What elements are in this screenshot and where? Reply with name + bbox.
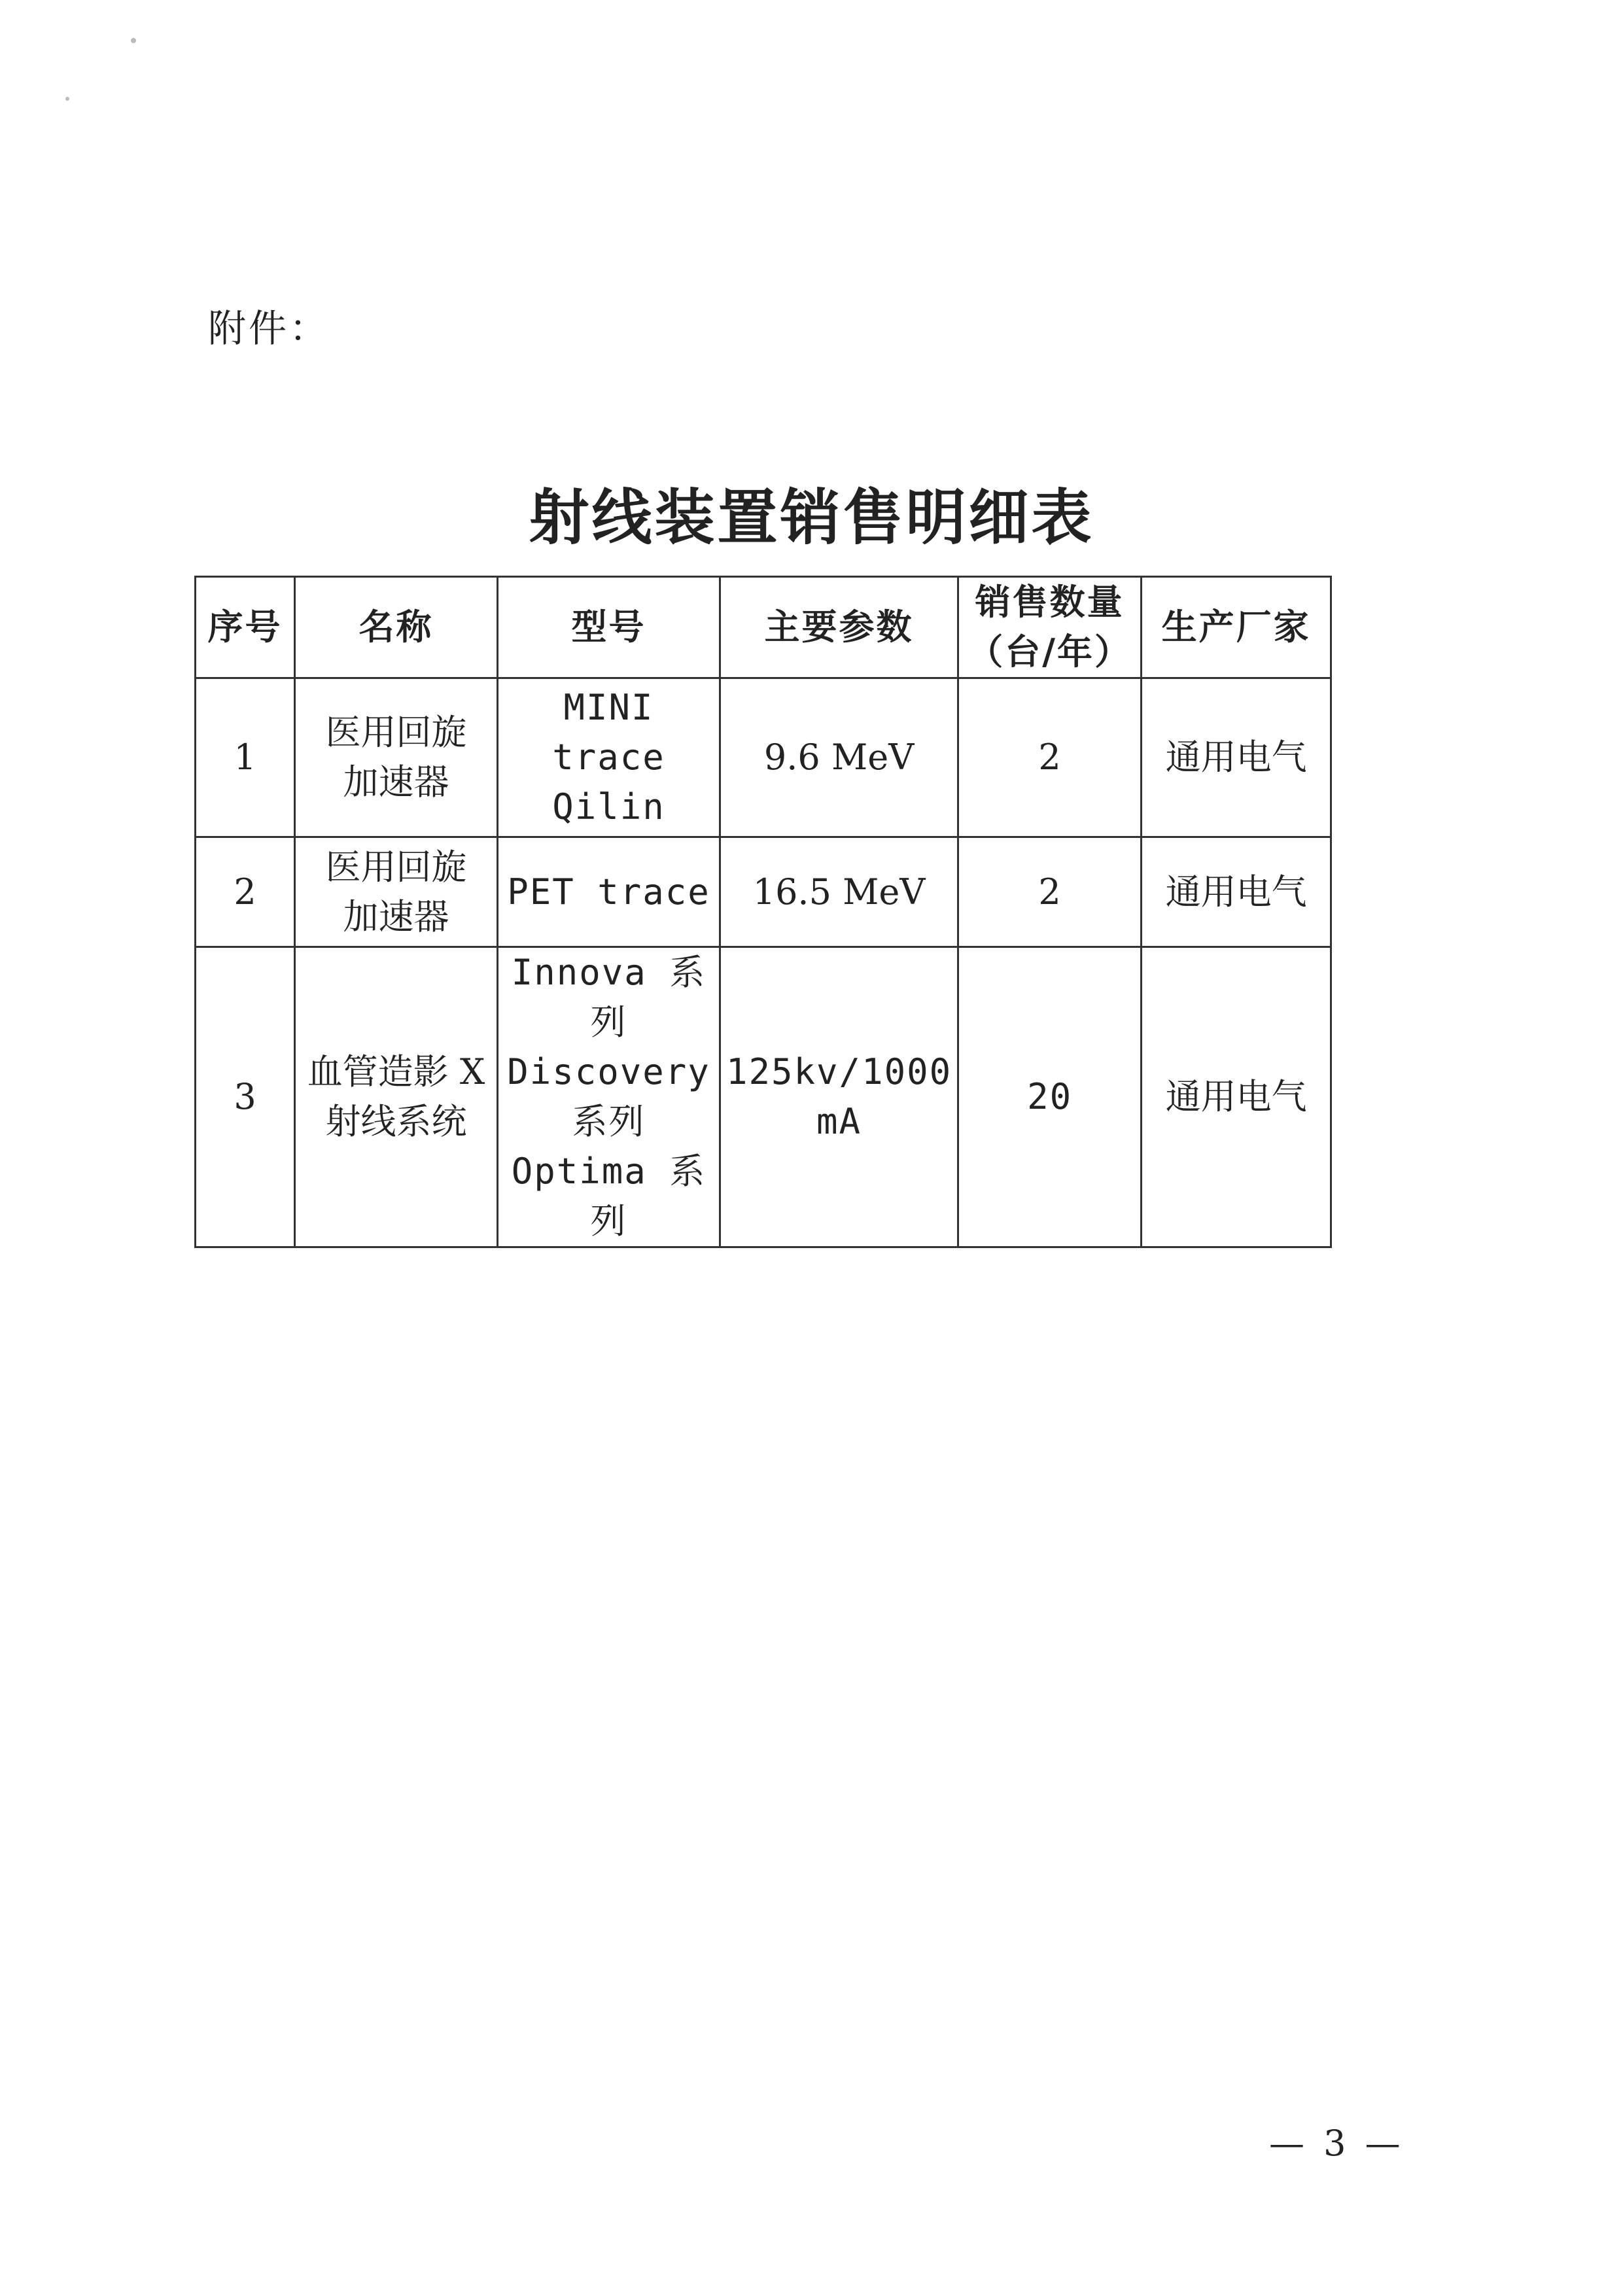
- scan-speck: [65, 97, 69, 101]
- cell-name: [295, 947, 498, 1247]
- cell-manufacturer: 通用电气: [1142, 837, 1331, 947]
- cell-model: [498, 837, 720, 947]
- header-quantity: [958, 577, 1142, 678]
- cell-line: mA: [816, 1101, 862, 1142]
- header-params: 主要参数: [720, 577, 958, 678]
- cell-params: [720, 678, 958, 837]
- attachment-label: 附件：: [208, 306, 330, 351]
- scan-speck: [131, 38, 136, 43]
- cell-line: 系列: [572, 1101, 646, 1142]
- cell-params: [720, 837, 958, 947]
- cell-name: [295, 678, 498, 837]
- table-header-row: [196, 577, 1331, 678]
- cell-model: [498, 947, 720, 1247]
- table-row: [196, 837, 1331, 947]
- cell-seq: 2: [196, 837, 295, 947]
- cell-line: 医用回旋: [325, 846, 467, 888]
- cell-line: Optima 系列: [511, 1151, 707, 1242]
- cell-line: 射线系统: [325, 1101, 467, 1142]
- cell-line: 125kv/1000: [726, 1051, 952, 1092]
- cell-line: 9.6 MeV: [763, 737, 915, 778]
- table-row: [196, 678, 1331, 837]
- cell-line: Discovery: [507, 1051, 710, 1092]
- table-row: [196, 947, 1331, 1247]
- cell-seq: 3: [196, 947, 295, 1247]
- cell-quantity: 20: [958, 947, 1142, 1247]
- cell-params: [720, 947, 958, 1247]
- cell-seq: 1: [196, 678, 295, 837]
- cell-line: Innova 系列: [511, 952, 707, 1043]
- cell-line: 加速器: [343, 896, 449, 937]
- cell-line: MINI trace: [552, 687, 665, 778]
- header-manufacturer: 生产厂家: [1142, 577, 1331, 678]
- cell-line: Qilin: [552, 786, 665, 827]
- cell-manufacturer: 通用电气: [1142, 678, 1331, 837]
- cell-line: 加速器: [343, 761, 449, 803]
- cell-manufacturer: 通用电气: [1142, 947, 1331, 1247]
- header-model: 型号: [498, 577, 720, 678]
- cell-line: 16.5 MeV: [752, 871, 926, 913]
- sales-detail-table: [194, 576, 1332, 1248]
- cell-quantity: 2: [958, 678, 1142, 837]
- header-quantity-line1: 销售数量: [975, 582, 1125, 623]
- document-title: 射线装置销售明细表: [529, 483, 1094, 553]
- cell-name: [295, 837, 498, 947]
- header-name: 名称: [295, 577, 498, 678]
- cell-quantity: 2: [958, 837, 1142, 947]
- header-quantity-line2: （台/年）: [968, 631, 1132, 672]
- cell-model: [498, 678, 720, 837]
- cell-line: 血管造影 X: [307, 1051, 485, 1092]
- page-number: — 3 —: [1269, 2123, 1405, 2164]
- cell-line: 医用回旋: [325, 712, 467, 753]
- header-seq: 序号: [196, 577, 295, 678]
- cell-line: PET trace: [507, 871, 710, 913]
